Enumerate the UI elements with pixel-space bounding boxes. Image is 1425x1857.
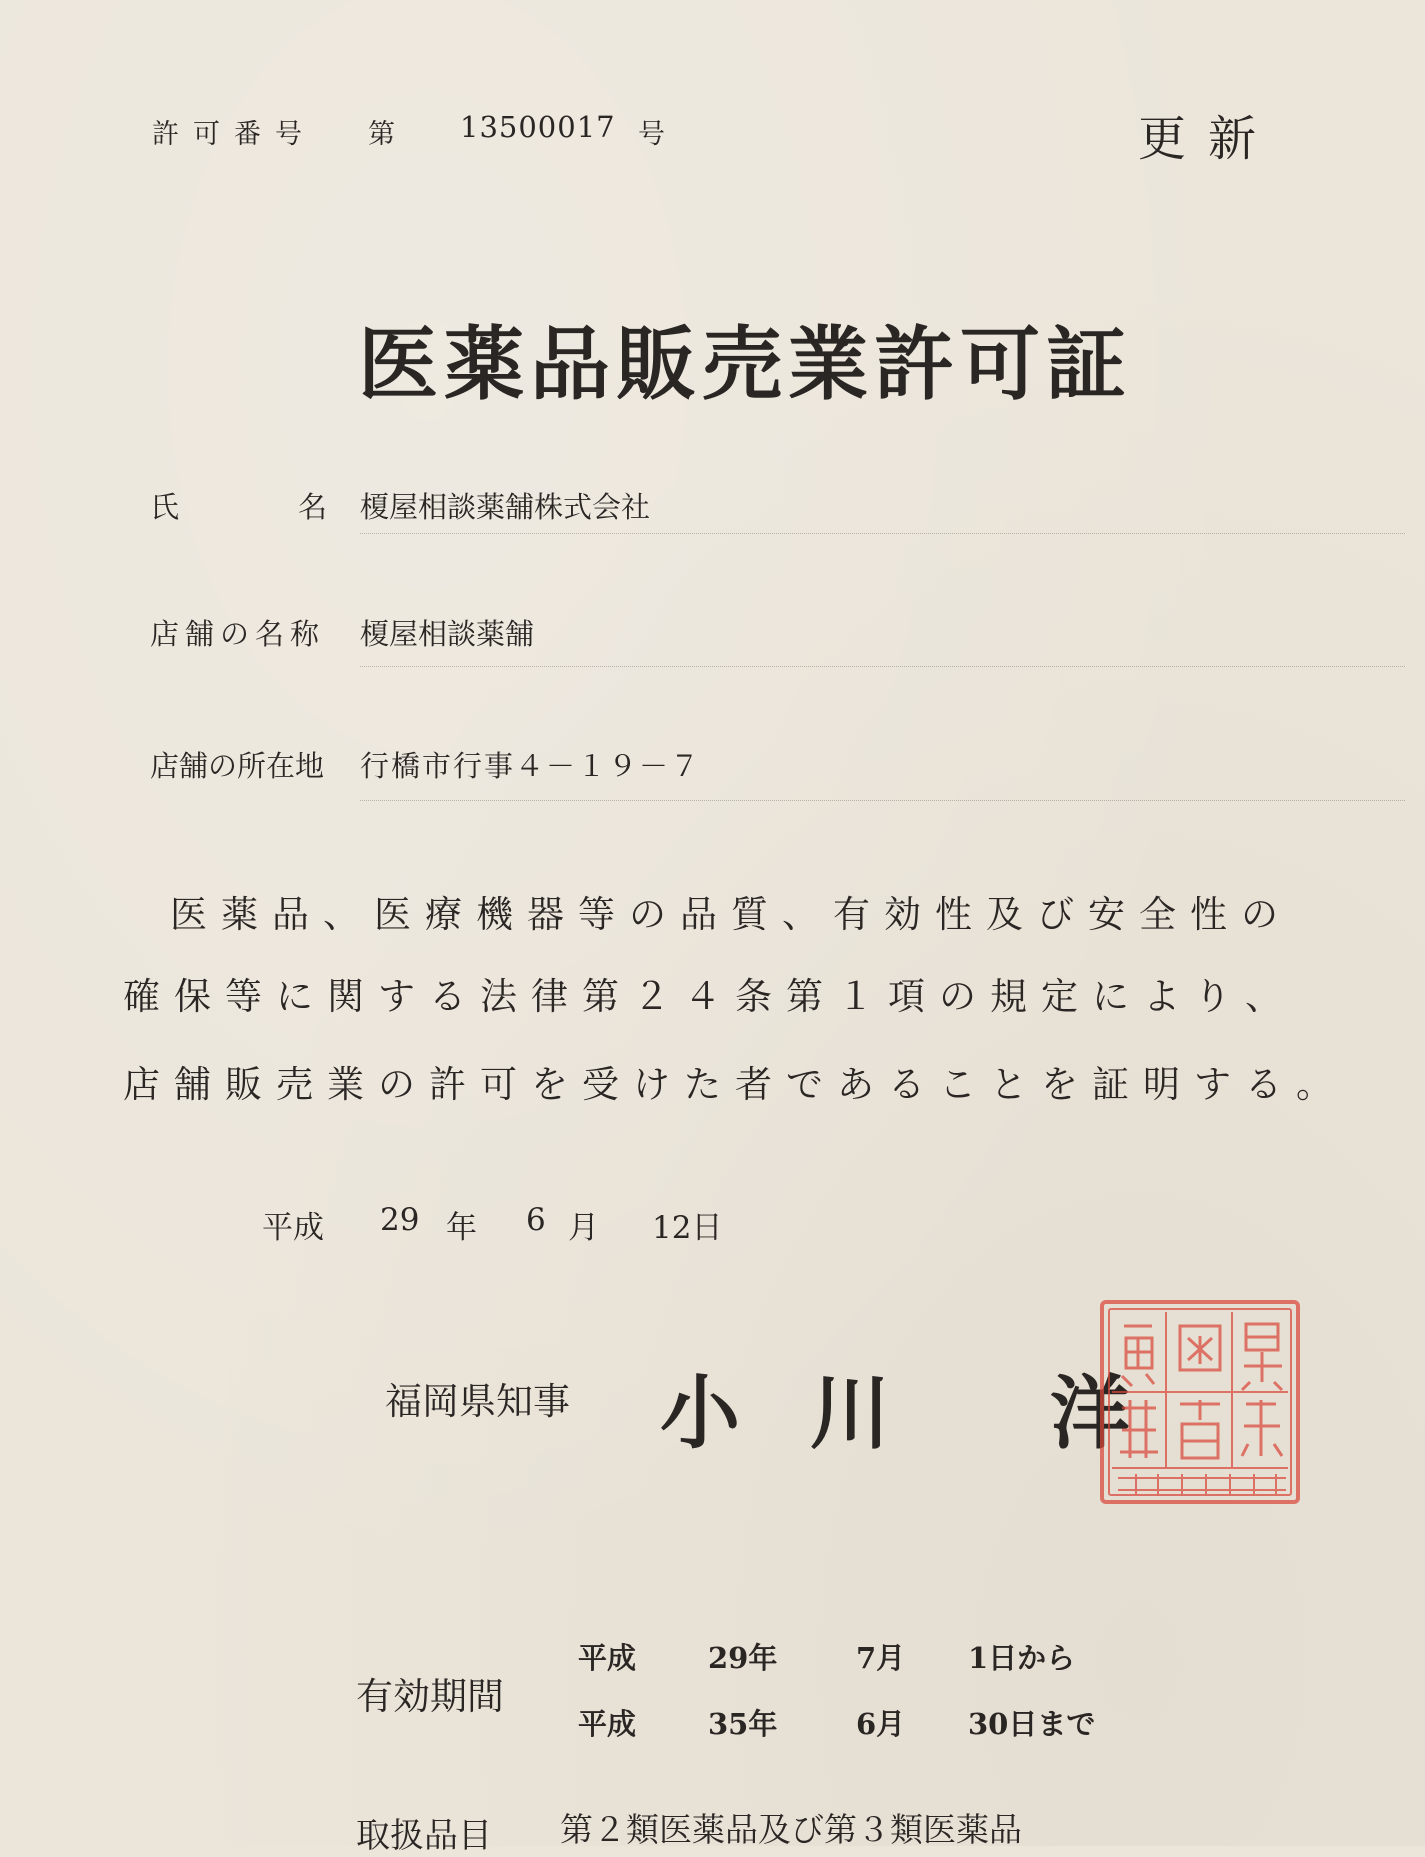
store-name-label: 店舗の名称 — [150, 617, 326, 651]
permit-number: 13500017 — [460, 110, 616, 144]
name-value: 榎屋相談薬舗株式会社 — [360, 490, 651, 524]
store-name-underline — [360, 666, 1405, 667]
governor-name-char-1: 小 — [660, 1367, 740, 1460]
governor-name-char-3: 洋 — [1050, 1367, 1130, 1460]
renewal-label: 更新 — [1138, 111, 1279, 167]
store-name-value: 榎屋相談薬舗 — [360, 617, 535, 651]
issue-date-year: 29 — [380, 1202, 420, 1238]
issue-date-month-unit: 月 — [568, 1210, 599, 1246]
validity-end-era: 平成 — [578, 1707, 637, 1741]
name-label-first-char: 氏 — [150, 490, 180, 524]
issue-date-year-unit: 年 — [446, 1210, 477, 1246]
handled-items-label: 取扱品目 — [356, 1816, 492, 1856]
validity-end-day: 30日まで — [968, 1707, 1096, 1741]
validity-start-era: 平成 — [578, 1641, 637, 1675]
permit-number-label: 許可番号 — [152, 119, 316, 150]
store-address-value: 行橋市行事４－１９－７ — [360, 749, 702, 783]
validity-start-year: 29年 — [708, 1641, 778, 1675]
handled-items-value: 第２類医薬品及び第３類医薬品 — [560, 1810, 1022, 1849]
validity-end-month: 6月 — [856, 1707, 906, 1741]
issue-date-day: 12日 — [652, 1210, 723, 1246]
validity-end-year: 35年 — [708, 1707, 778, 1741]
validity-start-day: 1日から — [968, 1641, 1076, 1675]
official-seal-stamp — [1096, 1296, 1304, 1508]
name-label-second-char: 名 — [298, 490, 328, 524]
permit-number-suffix: 号 — [638, 119, 665, 150]
body-line-3: 店舗販売業の許可を受けた者であることを証明する。 — [123, 1063, 1347, 1106]
store-address-label: 店舗の所在地 — [150, 749, 325, 783]
validity-period-label: 有効期間 — [356, 1675, 504, 1718]
name-underline — [360, 533, 1405, 534]
document-title: 医薬品販売業許可証 — [358, 318, 1132, 411]
governor-name-char-2: 川 — [810, 1367, 890, 1460]
issue-date-month: 6 — [526, 1202, 546, 1238]
issue-date-era: 平成 — [262, 1210, 324, 1246]
permit-number-prefix: 第 — [368, 119, 395, 150]
body-line-1: 医薬品、医療機器等の品質、有効性及び安全性の — [170, 893, 1292, 936]
validity-start-month: 7月 — [856, 1641, 906, 1675]
store-address-underline — [360, 800, 1405, 801]
governor-title: 福岡県知事 — [385, 1380, 570, 1423]
body-line-2: 確保等に関する法律第２４条第１項の規定により、 — [123, 975, 1296, 1018]
